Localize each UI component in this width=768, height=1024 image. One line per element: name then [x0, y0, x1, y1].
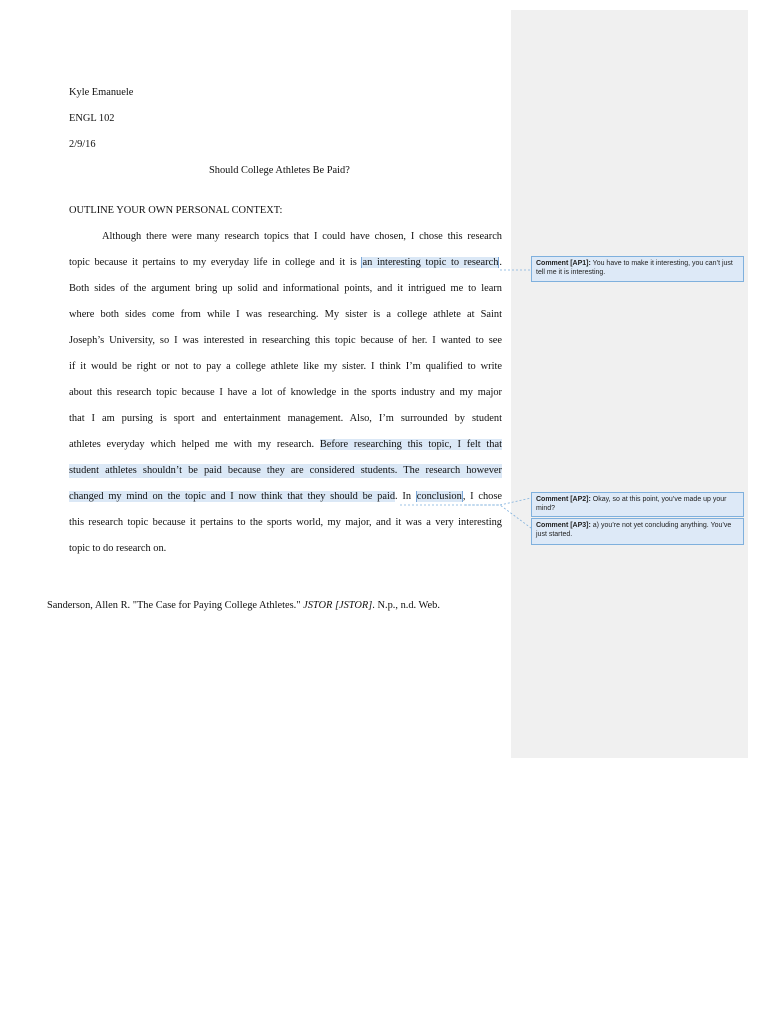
author-name: Kyle Emanuele — [69, 87, 134, 98]
paragraph-line: Both sides of the argument bring up solid and informational points, and it intrigued me to learn — [69, 283, 502, 294]
paragraph-line: topic to do research on. — [69, 543, 167, 554]
comment-label: Comment [AP1]: — [536, 260, 591, 267]
highlighted-text-ap2[interactable]: Before researching this topic, I felt that — [319, 439, 502, 450]
text-run: athletes everyday which helped me with my research. — [69, 439, 320, 450]
text-run: topic because it pertains to my everyday life in college and it is — [69, 257, 362, 268]
comment-text: You have to make it interesting, you can’t just tell me it is interesting. — [536, 260, 733, 276]
citation-text: Sanderson, Allen R. "The Case for Paying College Athletes." — [47, 600, 304, 611]
citation-text: . N.p., n.d. Web. — [372, 600, 440, 611]
text-run: . In — [395, 491, 416, 502]
highlighted-text-ap3[interactable]: conclusion — [416, 491, 462, 502]
connector-ap3 — [465, 505, 531, 528]
highlighted-text-ap2[interactable]: student athletes shouldn’t be paid because they are considered students. The research however — [69, 465, 502, 476]
comment-label: Comment [AP3]: — [536, 522, 591, 529]
highlighted-text-ap1[interactable]: an interesting topic to research — [362, 257, 499, 268]
section-heading: OUTLINE YOUR OWN PERSONAL CONTEXT: — [69, 205, 283, 216]
paragraph-line: about this research topic because I have a lot of knowledge in the sports industry and my major — [69, 387, 502, 398]
comment-ap1[interactable] — [531, 256, 744, 282]
paragraph-line: if it would be right or not to pay a college athlete like my sister. I think I’m qualified to write — [69, 361, 502, 372]
date: 2/9/16 — [69, 139, 96, 150]
citation-source: JSTOR [JSTOR] — [303, 600, 373, 611]
comment-ap3[interactable] — [531, 518, 744, 545]
text-run: , I chose — [462, 491, 503, 502]
connector-ap2 — [400, 498, 531, 505]
comment-text: Okay, so at this point, you’ve made up your mind? — [536, 496, 727, 512]
comment-label: Comment [AP2]: — [536, 496, 591, 503]
highlighted-text-ap2[interactable]: changed my mind on the topic and I now think that they should be paid — [69, 491, 396, 502]
comment-ap2[interactable] — [531, 492, 744, 517]
course-name: ENGL 102 — [69, 113, 115, 124]
paragraph-line: this research topic because it pertains to the sports world, my major, and it was a very interesting — [69, 517, 502, 528]
paragraph-line: where both sides come from while I was researching. My sister is a college athlete at Saint — [69, 309, 502, 320]
paragraph-line: Joseph’s University, so I was interested in researching this topic because of her. I wanted to see — [69, 335, 502, 346]
paragraph-line: that I am pursing is sport and entertainment management. Also, I’m surrounded by student — [69, 413, 502, 424]
paragraph-line: Although there were many research topics that I could have chosen, I chose this research — [102, 231, 502, 242]
comment-text: a) you’re not yet concluding anything. You’ve just started. — [536, 522, 732, 538]
essay-title: Should College Athletes Be Paid? — [209, 165, 350, 176]
text-run: . — [499, 257, 502, 268]
